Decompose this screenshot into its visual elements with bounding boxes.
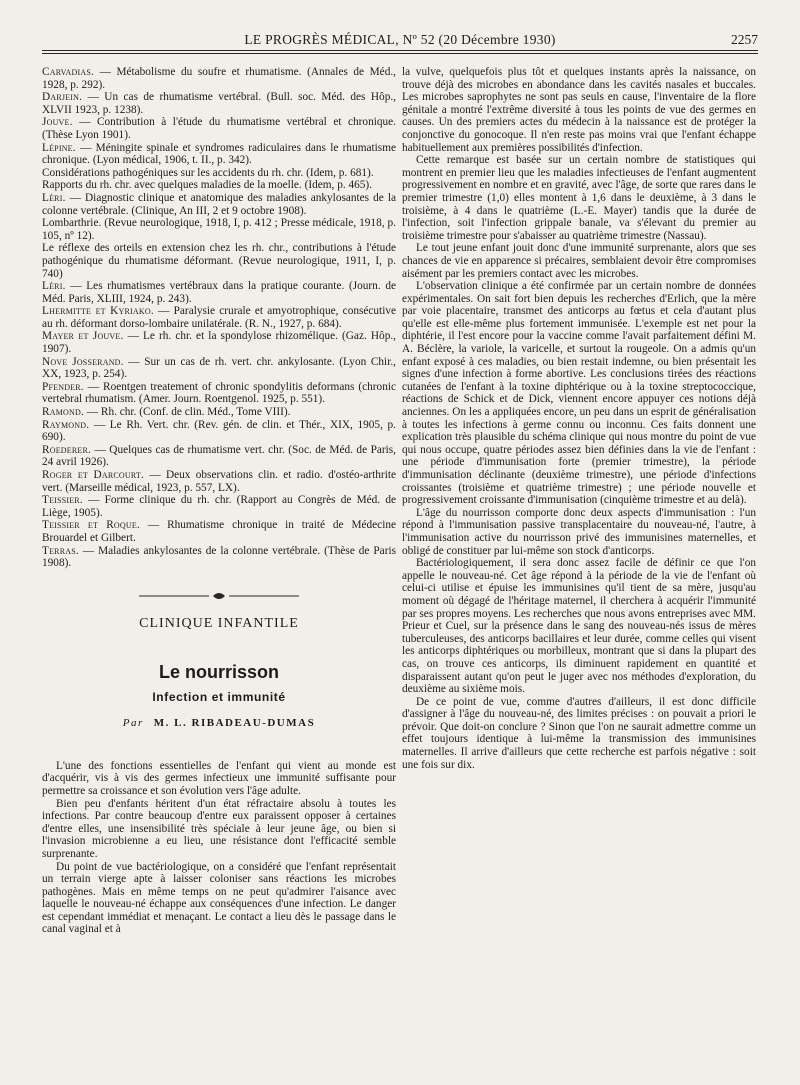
reference-entry <box>42 330 396 355</box>
article-paragraph: la vulve, quelquefois plus tôt et quelques instants après la naissance, on trouve déjà des microbes en abondance dans les cavités nasales et buccales. Les microbes saprophytes ne sont pas seuls en cause, l'inventaire de la flore génitale a montré l'extrême diversité à tous les points de vue des germes en causes. Un des premiers actes du médecin à la naissance est de protéger la conjonctive du gonocoque. Il n'en reste pas moins vrai que l'enfant échappe habituellement aux premières possibilités d'infection. <box>402 66 756 154</box>
reference-entry <box>42 444 396 469</box>
reference-author: Jouve. <box>42 116 73 129</box>
header-rule <box>42 50 758 51</box>
reference-entry <box>42 91 396 116</box>
byline <box>42 716 396 730</box>
article-paragraph: Bactériologiquement, il sera donc assez facile de définir ce que l'on appelle le nouveau-né. Cet âge répond à la période de la vie de l'enfant où celui-ci utilise et épuise les immunisines qu'il tient de sa mère, jusqu'au moment où dégagé de l'héritage maternel, il cherchera à acquérir l'immunité par ses propres moyens. Les recherches que nous avons entreprises avec MM. Prieur et Cuel, sur la présence dans le sang des nouveau-nés issus de mères tuberculeuses, des anticorps bacillaires et leur durée, comme celles qui visent les anticorps diphtériques ou morbilleux, montrant que si dans la plupart des cas, on trouve ces anticorps, ils diminuent rapidement en quantité et disparaissent autant qu'on peut le juger avec nos méthodes d'exploration, du deuxième au sixième mois. <box>402 557 756 696</box>
reference-entry <box>42 280 396 305</box>
reference-author: Léri. <box>42 191 66 204</box>
article-paragraph: De ce point de vue, comme d'autres d'ailleurs, il est donc difficile d'assigner à l'âge du nouveau-né, des limites précises : on pouvait a priori le prévoir. Que doit-on conclure ? Sinon que l'on ne saurait admettre comme un effet toujours identique à lui-même la transmission des immunisines maternelles. Il arrive d'ailleurs que cette recherche est parfois négative : soit une fois sur dix. <box>402 695 756 771</box>
reference-entry <box>42 494 396 519</box>
author-name: M. L. RIBADEAU-DUMAS <box>153 716 316 729</box>
header-rule-double <box>42 53 758 54</box>
reference-entry <box>42 419 396 444</box>
bibliography <box>42 66 396 570</box>
reference-author: Roederer. <box>42 443 92 456</box>
reference-entry <box>42 66 396 91</box>
page-number: 2257 <box>731 32 758 47</box>
reference-author: Lépine. <box>42 141 76 154</box>
reference-text: — Contribution à l'étude du rhumatisme vertébral et chronique. (Thèse Lyon 1901). <box>42 116 396 141</box>
article-paragraph: Cette remarque est basée sur un certain nombre de statistiques qui montrent en premier lieu que les maladies infectieuses de l'enfant augmentent progressivement en nombre et en gravité, avec l'âge, de sorte que rares dans le premier trimestre (1,0) elles montent à 1,6 dans le deuxième, à 3 dans le troisième, à 4 dans le quatrième (L.-E. Mayer) tandis que la durée de l'infection, soit l'infection grippale banale, va s'élevant du premier au troisième trimestre pour s'abaisser au quatrième trimestre (Nassau). <box>402 154 756 242</box>
journal-title: LE PROGRÈS MÉDICAL, Nº 52 (20 Décembre 1930) <box>244 32 556 47</box>
reference-entry <box>42 406 396 419</box>
reference-text: — Maladies ankylosantes de la colonne vertébrale. (Thèse de Paris 1908). <box>42 544 396 570</box>
running-header <box>42 30 758 50</box>
article-paragraph: L'âge du nourrisson comporte donc deux aspects d'immunisation : l'un répond à l'immunisation passive transplacentaire du nouveau-né, l'autre, à l'immunisation active du nourrisson privé des immunisines maternelles, et obligé de constituer par lui-même son stock d'anticorps. <box>402 506 756 557</box>
reference-text: — Deux observations clin. et radio. d'ostéo-arthrite vert. (Marseille médical, 1923, p. 557, LX). <box>42 469 396 494</box>
reference-text: Rapports du rh. chr. avec quelques maladies de la moelle. (Idem, p. 465). <box>42 179 373 192</box>
reference-author: Terras. <box>42 544 79 557</box>
reference-text: — Rh. chr. (Conf. de clin. Méd., Tome VIII). <box>83 406 291 419</box>
section-heading: CLINIQUE INFANTILE <box>139 615 299 631</box>
reference-author: Raymond. <box>42 418 90 431</box>
article-paragraph: Le tout jeune enfant jouit donc d'une immunité surprenante, alors que ses chances de vie en apparence si précaires, semblaient devoir être compromises aisément par les premiers contact avec les microbes. <box>402 242 756 280</box>
reference-entry <box>42 519 396 544</box>
reference-text: — Les rhumatismes vertébraux dans la pratique courante. (Journ. de Méd. Paris, XLIII, 1924, p. 243). <box>42 280 396 305</box>
reference-author: Nove Josserand. <box>42 355 124 368</box>
reference-text: — Méningite spinale et syndromes radiculaires dans le rhumatisme chronique. (Lyon médical, 1906, t. II., p. 342). <box>42 141 396 167</box>
article-body-left <box>42 760 396 936</box>
reference-author: Pfender. <box>42 380 84 393</box>
reference-entry <box>42 167 396 180</box>
reference-text: — Quelques cas de rhumatisme vert. chr. (Soc. de Méd. de Paris, 24 avril 1926). <box>42 443 396 469</box>
reference-author: Mayer et Jouve. <box>42 330 124 343</box>
reference-text: — Diagnostic clinique et anatomique des maladies ankylosantes de la colonne vertébrale. (Clinique, An III, 2 et 9 octobre 1908). <box>42 191 396 217</box>
reference-entry <box>42 217 396 242</box>
article-body-right <box>402 66 756 771</box>
reference-text: — Roentgen treatement of chronic spondylitis deformans (chronic vertebral rhumatism. (Amer. Journ. Roentgenol. 1925, p. 551). <box>42 380 396 406</box>
article-paragraph: L'une des fonctions essentielles de l'enfant qui vient au monde est d'acquérir, vis à vis des germes infectieux une immunité suffisante pour permettre sa croissance et son évolution vers l'âge adulte. <box>42 759 396 797</box>
reference-text: — Un cas de rhumatisme vertébral. (Bull. soc. Méd. des Hôp., XLVII 1923, p. 1238). <box>42 91 396 116</box>
right-column <box>402 66 756 771</box>
byline-prefix: Par <box>122 716 144 729</box>
reference-entry <box>42 545 396 570</box>
reference-author: Ramond. <box>42 406 84 419</box>
reference-text: — Métabolisme du soufre et rhumatisme. (Annales de Méd., 1928, p. 292). <box>42 66 396 91</box>
reference-entry <box>42 142 396 167</box>
reference-author: Lhermitte et Kyriako. <box>42 305 154 318</box>
left-column <box>42 66 396 936</box>
reference-entry <box>42 381 396 406</box>
reference-text: — Paralysie crurale et amyotrophique, consécutive au rh. déformant dorso-lombaire unilatérale. (R. N., 1927, p. 684). <box>42 305 396 330</box>
reference-text: — Forme clinique du rh. chr. (Rapport au Congrès de Méd. de Liège, 1905). <box>42 494 396 519</box>
reference-text: — Le rh. chr. et la spondylose rhizomélique. (Gaz. Hôp., 1907). <box>42 330 396 356</box>
reference-author: Darjein. <box>42 91 83 104</box>
reference-author: Teissier. <box>42 494 83 507</box>
article-subtitle: Infection et immunité <box>152 689 286 704</box>
reference-text: Lombarthrie. (Revue neurologique, 1918, I, p. 412 ; Presse médicale, 1918, p. 105, nº 12). <box>42 217 396 242</box>
article-title: Le nourrisson <box>158 661 279 682</box>
article-paragraph: L'observation clinique a été confirmée par un certain nombre de données expérimentales. On sait fort bien depuis les recherches d'Erlich, que la mère par voie placentaire, transmet des anticorps au fœtus et cela d'autant plus qu'elle est elle-même plus fortement immunisée. L'exemple est net pour la diphtérie, il l'est encore pour la vaccine comme l'avait parfaitement défini M. A. Béclère, la variole, la varicelle, et surtout la rougeole. On a admis qu'un enfant exposé à ces maladies, ou bien restait indemne, ou bien présentait les signes d'une infection à forme abortive. Les conclusions tirées des réactions cutanées de l'enfant à la toxine diphtérique ou à la toxine streptococcique, réactions de Schick et de Dick, viennent encore appuyer ces notions déjà anciennes. On les a appliquées encore, un peu dans un esprit de généralisation à toutes les infections à germe connu ou inconnu. Ces faits donnent une explication très plausible du schéma clinique qui nous montre du point de vue qui nous occupe, quatre périodes assez bien définies dans la vie de l'enfant : une période d'immunisation forte (premier trimestre), la période d'immunisation déclinante (deuxième trimestre), une période d'infections croissantes (troisième et quatrième trimestre) ; une période nouvelle et progressivement croissante d'immunisation (cinquième trimestre et au delà). <box>402 280 756 507</box>
reference-entry <box>42 356 396 381</box>
reference-entry <box>42 116 396 141</box>
reference-author: Teissier et Roque. <box>42 519 140 532</box>
article-paragraph: Du point de vue bactériologique, on a considéré que l'enfant représentait un terrain vierge apte à laisser coloniser sans réactions les microbes pathogènes. Mais en même temps on ne peut qu'admirer l'aisance avec laquelle le nouveau-né échappe aux conséquences d'une infection. Le danger est cependant immédiat et menaçant. Le contact a lieu dès le passage dans le canal vaginal et à <box>42 860 396 936</box>
reference-entry <box>42 469 396 494</box>
reference-author: Roger et Darcourt. <box>42 469 145 481</box>
reference-text: — Sur un cas de rh. vert. chr. ankylosante. (Lyon Chir., XX, 1923, p. 254). <box>42 355 396 381</box>
article-paragraph: Bien peu d'enfants héritent d'un état réfractaire absolu à toutes les infections. Par contre beaucoup d'entre eux paraissent opposer à certaines d'entre elles, une insensibilité très spéciale à leur jeune âge, ou bien si l'invasion microbienne a eu lieu, une résistance dont l'efficacité semble surprenante. <box>42 797 396 860</box>
reference-entry <box>42 242 396 280</box>
reference-author: Léri. <box>42 280 66 293</box>
reference-entry <box>42 192 396 217</box>
reference-entry <box>42 179 396 192</box>
reference-text: Considérations pathogéniques sur les accidents du rh. chr. (Idem, p. 681). <box>42 166 374 179</box>
reference-text: Le réflexe des orteils en extension chez les rh. chr., contributions à l'étude pathogénique du rhumatisme déformant. (Revue neurologique, 1911, I, p. 740) <box>42 242 396 280</box>
section-ornament <box>42 590 396 604</box>
reference-text: — Rhumatisme chronique in traité de Médecine Brouardel et Gilbert. <box>42 519 396 544</box>
reference-text: — Le Rh. Vert. chr. (Rev. gén. de clin. et Thér., XIX, 1905, p. 690). <box>42 418 396 444</box>
reference-entry <box>42 305 396 330</box>
reference-author: Carvadias. <box>42 66 95 78</box>
